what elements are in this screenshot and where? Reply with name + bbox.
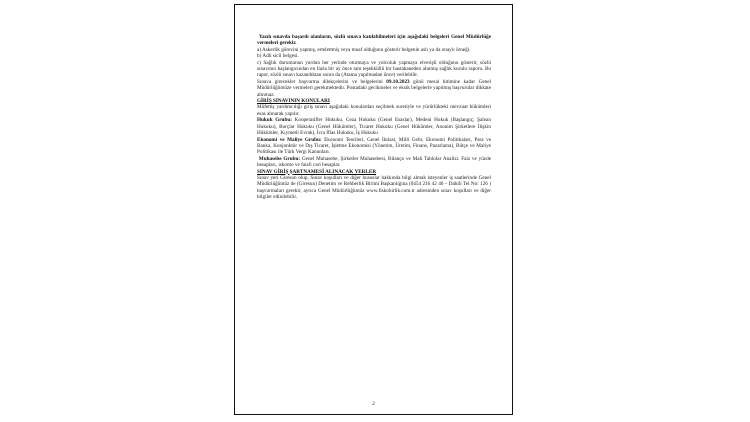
topic-group-text: Genel Muhasebe, Şirketler Muhasebesi, Bilanço ve Mali Tablolar Analizi. Faiz ve yüzde hesapları, iskonto ve faizli cari hesaplar.	[257, 155, 491, 169]
topic-group-accounting	[257, 156, 491, 169]
intro-bold-text: Yazılı sınavda başarılı olanların, sözlü sınava katılabilmeleri için aşağıdaki belgeleri Genel Müdürlüğe vermeleri gerekir.	[257, 34, 491, 47]
exam-topics-intro: Müfettiş yardımcılığı giriş sınavı aşağıdaki konulardan seçilmek suretiyle ve yürürlükteki mevzuat hükümleri esas alınarak yapılır.	[257, 104, 491, 117]
requirement-item-b: b) Adli sicil belgesi.	[257, 53, 299, 60]
topic-group-label: Ekonomi ve Maliye Grubu:	[257, 136, 322, 143]
requirement-item-a: a) Askerlik görevini yapmış, ertelettmiş veya muaf olduğunu gösterir belgenin aslı ya da onaylı örneği.	[257, 46, 471, 53]
topic-group-law	[257, 117, 491, 136]
topic-group-economics	[257, 137, 491, 156]
topic-group-text: Ekonomi Teorileri, Genel İktisat, Milli Gelir, Ekonomi Politikaları, Para ve Banka, Konjonktür ve Dış Ticaret, İşletme Ekonomisi (Yönetim, Üretim, Finans, Pazarlama), Bütçe ve Maliye Politikası ile Türk Vergi Kanunları.	[257, 136, 491, 156]
section-heading-exam-topics: GİRİŞ SINAVININ KONULARI	[257, 98, 330, 105]
requirement-item-c: c) Sağlık durumunun yurdun her yerinde oturmaya ve yolculuk yapmaya elverişli olduğunu gösterir, sözlü sınavının başlangıcından en fazla bir ay önce tam teşekküllü bir hastahaneden alınmış sağlık kurulu raporu. Bu rapor, sözlü sınavı kazandıktan sonra da (Atama yapılmadan önce) verilebilir.	[257, 59, 491, 79]
deadline-text-before: Sınava girecekler başvurma dilekçelerini ve belgelerini	[257, 78, 383, 85]
deadline-paragraph	[257, 79, 491, 98]
deadline-date: 09.10.2023	[386, 78, 410, 85]
topic-group-label: Muhasebe Grubu:	[258, 155, 301, 162]
intro-paragraph	[257, 34, 491, 47]
topic-group-label: Hukuk Grubu:	[257, 117, 292, 124]
section-heading-exam-locations: SINAV GİRİŞ ŞARTNAMESİ ALINACAK YERLER	[257, 168, 377, 175]
document-body	[257, 34, 491, 201]
topic-group-text: Kooperatifler Hukuku, Ceza Hukuku (Genel Esaslar), Medeni Hukuk (Başlangıç; Şahsın Hukuku), Borçlar Hukuku (Genel Hükümler), Ticaret Hukuku (Genel Hükümler, Anonim Şirketlere İlişkin Hükümler, Kıymetli Evrak), İcra İflas Hukuku, İş Hukuku	[257, 117, 492, 137]
page-number: 2	[372, 401, 375, 407]
deadline-text-after: günü mesai bitimine kadar Genel Müdürlüğümüze vermeleri gerekmektedir. Postadaki gecikmeler ve eksik belgelerle yapılmış başvurular dikkate alınmaz.	[257, 78, 492, 98]
exam-locations-text: Sınav yeri Giresun olup, Sınav koşulları ve diğer hususlar hakkında bilgi almak isteyenler iş saatlerinde Genel Müdürlüğümüz de (Giresun) Denetim ve Rehberlik Birimi Başkanlığına (0454 216 42 40 – Dahili Tel No: 126 ) başvurmaları gerekir, ayrıca Genel Müdürlüğümüz www.fiskobirlik.com.tr adresinden sınav koşulları ve diğer bilgiler edinilebilir.	[257, 174, 491, 201]
document-page	[234, 4, 513, 415]
